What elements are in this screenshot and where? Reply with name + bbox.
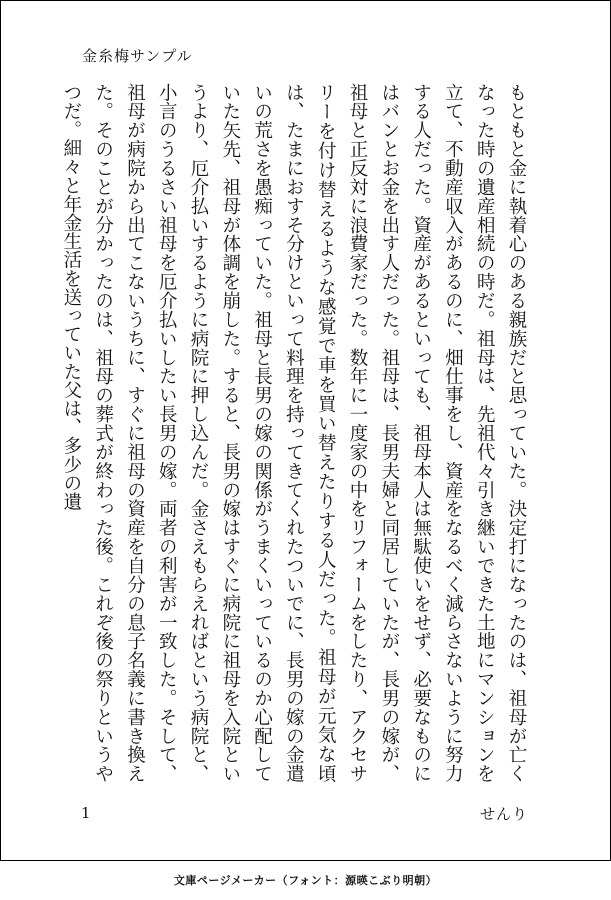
author-name: せんり (479, 805, 528, 823)
page-number: 1 (81, 804, 91, 822)
generator-credit: 文庫ページメーカー（フォント：源暎こぶり明朝） (173, 874, 438, 887)
book-title: 金糸梅サンプル (82, 47, 193, 65)
vertical-body-text: もともと金に執着心のある親族だと思っていた。決定打になったのは、祖母が亡くなった時の遺産相続の時だ。祖母は、先祖代々引き継いできた土地にマンションを立て、不動産収入があるのに、畑仕事をし、資産をなるべく減らさないように努力する人だった。資産があるといっても、祖母本人は無駄使いをせず、必要なものにはバンとお金を出す人だった。祖母は、長男夫婦と同居していたが、長男の嫁が、祖母と正反対に浪費家だった。数年に一度家の中をリフォームをしたり、アクセサリーを付け替えるような感覚で車を買い替えたりする人だった。祖母が元気な頃は、たまにおすそ分けといって料理を持ってきてくれたついでに、長男の嫁の金遣いの荒さを愚痴っていた。祖母と長男の嫁の関係がうまくいっているのか心配していた矢先、祖母が体調を崩した。すると、長男の嫁はすぐに病院に祖母を入院というより、厄介払いするように病院に押し込んだ。金さえもらえればという病院と、小言のうるさい祖母を厄介払いしたい長男の嫁。両者の利害が一致した。そして、祖母が病院から出てこないうちに、すぐに祖母の資産を自分の息子名義に書き換えた。そのことが分かったのは、祖母の葬式が終わった後。これぞ後の祭りというやつだ。細々と年金生活を送っていた父は、多少の遺 (60, 83, 527, 783)
